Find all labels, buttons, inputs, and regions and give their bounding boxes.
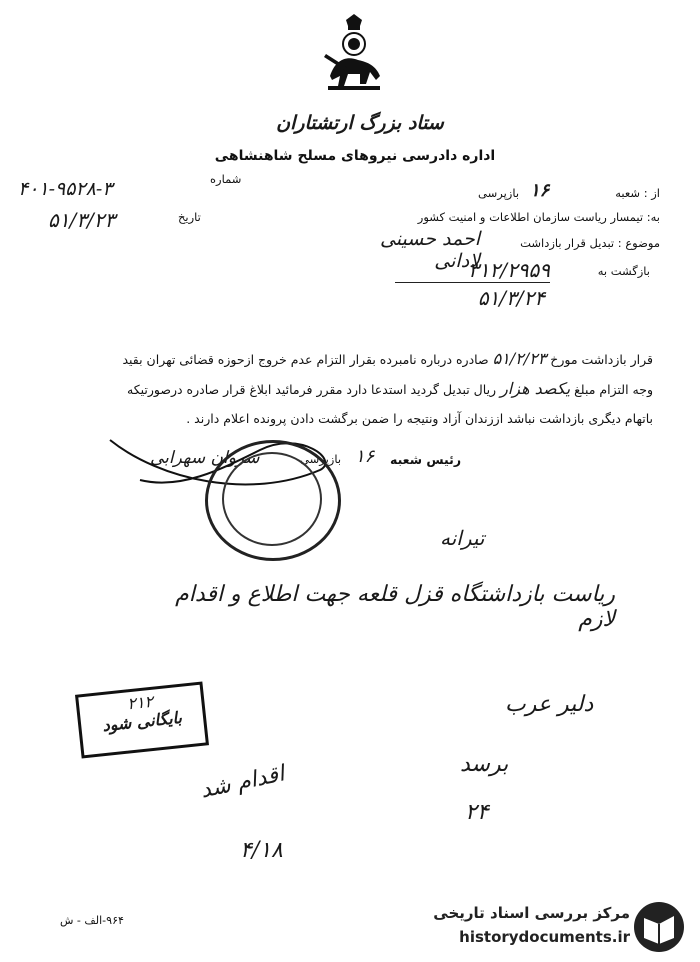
- lion-and-sun-emblem: [318, 14, 390, 96]
- subject-label: موضوع : تبدیل قرار بازداشت: [520, 236, 660, 250]
- subject-name: احمد حسینی لادانی: [379, 228, 480, 272]
- to-line: به: تیمسار ریاست سازمان اطلاعات و امنیت کشور: [417, 210, 660, 224]
- department-title: اداره دادرسی نیروهای مسلح شاهنشاهی: [214, 148, 496, 164]
- from-suffix: بازپرسی: [478, 186, 520, 200]
- date-label: تاریخ: [178, 210, 201, 224]
- body-amount: یکصد هزار: [500, 379, 571, 398]
- note-7: ۲۴: [465, 800, 489, 825]
- signature-name: سروان سهرابی: [150, 448, 260, 468]
- number-value: ۴۰۱-۹۵۲۸-۳: [18, 178, 113, 200]
- signature-label: رئیس شعبه: [390, 452, 462, 467]
- round-stamp-inner: [222, 452, 322, 546]
- signature-suffix: بازپرسی: [300, 452, 342, 466]
- signature-branch: ۱۶: [355, 446, 375, 467]
- body-line-1: قرار بازداشت مورخ ۵۱/۲/۲۳ صادره درباره نامبرده بقرار التزام عدم خروج ازحوزه قضائی تهران بقید: [122, 349, 653, 368]
- date-value: ۵۱/۳/۲۳: [48, 208, 116, 232]
- box-stamp-number: ۲۱۲: [126, 691, 154, 714]
- from-label: از : شعبه: [615, 186, 660, 200]
- logo-url: historydocuments.ir: [459, 928, 630, 946]
- ref-date: ۵۱/۳/۲۴: [477, 286, 545, 310]
- body-line-2: وجه التزام مبلغ یکصد هزار ریال تبدیل گردید استدعا دارد مقرر فرمائید ابلاغ قرار صادره درصورتیکه: [127, 379, 653, 398]
- note-4: ۴/۱۸: [240, 838, 283, 863]
- ref-underline: [395, 282, 550, 283]
- organization-title: ستاد بزرگ ارتشتاران: [276, 112, 444, 134]
- note-5: دلیر عرب: [505, 692, 594, 717]
- note-2: ریاست بازداشتگاه قزل قلعه جهت اطلاع و اقدام لازم: [175, 582, 615, 632]
- logo-title: مرکز بررسی اسناد تاریخی: [433, 904, 630, 922]
- book-icon: [632, 900, 686, 954]
- ref-number: ۳۱۲/۲۹۵۹: [468, 258, 550, 282]
- note-3: اقدام شد: [198, 761, 287, 804]
- note-6: برسد: [460, 752, 509, 777]
- footer-code: ۹۶۴-الف - ش: [60, 914, 124, 927]
- body-line-3: باتهام دیگری بازداشت نباشد اززندان آزاد ونتیجه را ضمن برگشت دادن پرونده اعلام دارند .: [186, 411, 653, 426]
- box-stamp-text: بایگانی شود: [101, 707, 183, 736]
- number-label: شماره: [210, 172, 242, 186]
- note-1: تیرانه: [440, 526, 485, 550]
- archive-box-stamp: [75, 681, 209, 758]
- body-date: ۵۱/۲/۲۳: [492, 349, 547, 368]
- ref-label: بازگشت به: [597, 264, 650, 278]
- from-branch: ۱۶: [530, 180, 550, 201]
